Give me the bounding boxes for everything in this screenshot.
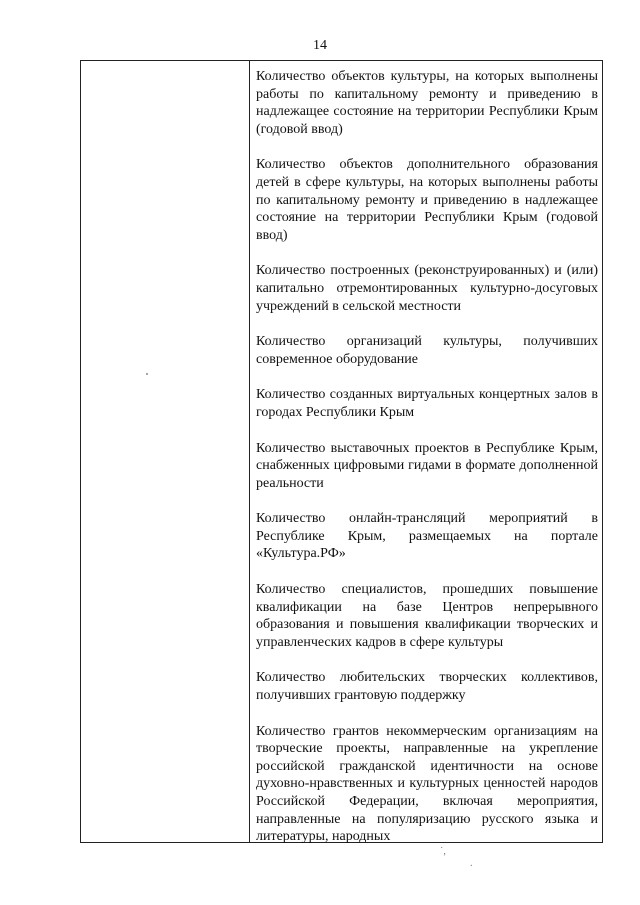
indicator-item: Количество грантов некоммерческим организациям на творческие проекты, направленные на укрепление российской гражданской идентичности на основе духовно-нравственных и культурных ценностей народов Российской Федерации, включая мероприятия, направленные на популяризацию русского языка и литературы, народных — [256, 723, 598, 845]
indicator-item: Количество объектов культуры, на которых выполнены работы по капитальному ремонту и приведению в надлежащее состояние на территории Республики Крым (годовой ввод) — [256, 69, 598, 137]
indicators-column — [250, 61, 602, 845]
indicator-item: Количество построенных (реконструированных) и (или) капитально отремонтированных культурно-досуговых учреждений в сельской местности — [256, 263, 598, 314]
scan-speck — [146, 373, 148, 375]
scan-mark: ˙, — [440, 846, 446, 857]
indicator-item: Количество созданных виртуальных концертных залов в городах Республики Крым — [256, 387, 598, 420]
indicators-table — [80, 60, 603, 843]
scan-mark: . — [470, 858, 473, 869]
indicator-item: Количество организаций культуры, получивших современное оборудование — [256, 334, 598, 367]
left-column-cell — [81, 61, 250, 842]
indicator-item: Количество любительских творческих коллективов, получивших грантовую поддержку — [256, 670, 598, 704]
indicator-item: Количество объектов дополнительного образования детей в сфере культуры, на которых выполнены работы по капитальному ремонту и приведению в надлежащее состояние на территории Республики Крым (годовой ввод) — [256, 157, 598, 243]
indicator-item: Количество выставочных проектов в Республике Крым, снабженных цифровыми гидами в формате дополненной реальности — [256, 440, 598, 491]
indicator-item: Количество специалистов, прошедших повышение квалификации на базе Центров непрерывного образования и повышения квалификации творческих и управленческих кадров в сфере культуры — [256, 582, 598, 650]
page-number: 14 — [313, 38, 327, 53]
indicator-item: Количество онлайн-трансляций мероприятий в Республике Крым, размещаемых на портале «Культура.РФ» — [256, 511, 598, 562]
